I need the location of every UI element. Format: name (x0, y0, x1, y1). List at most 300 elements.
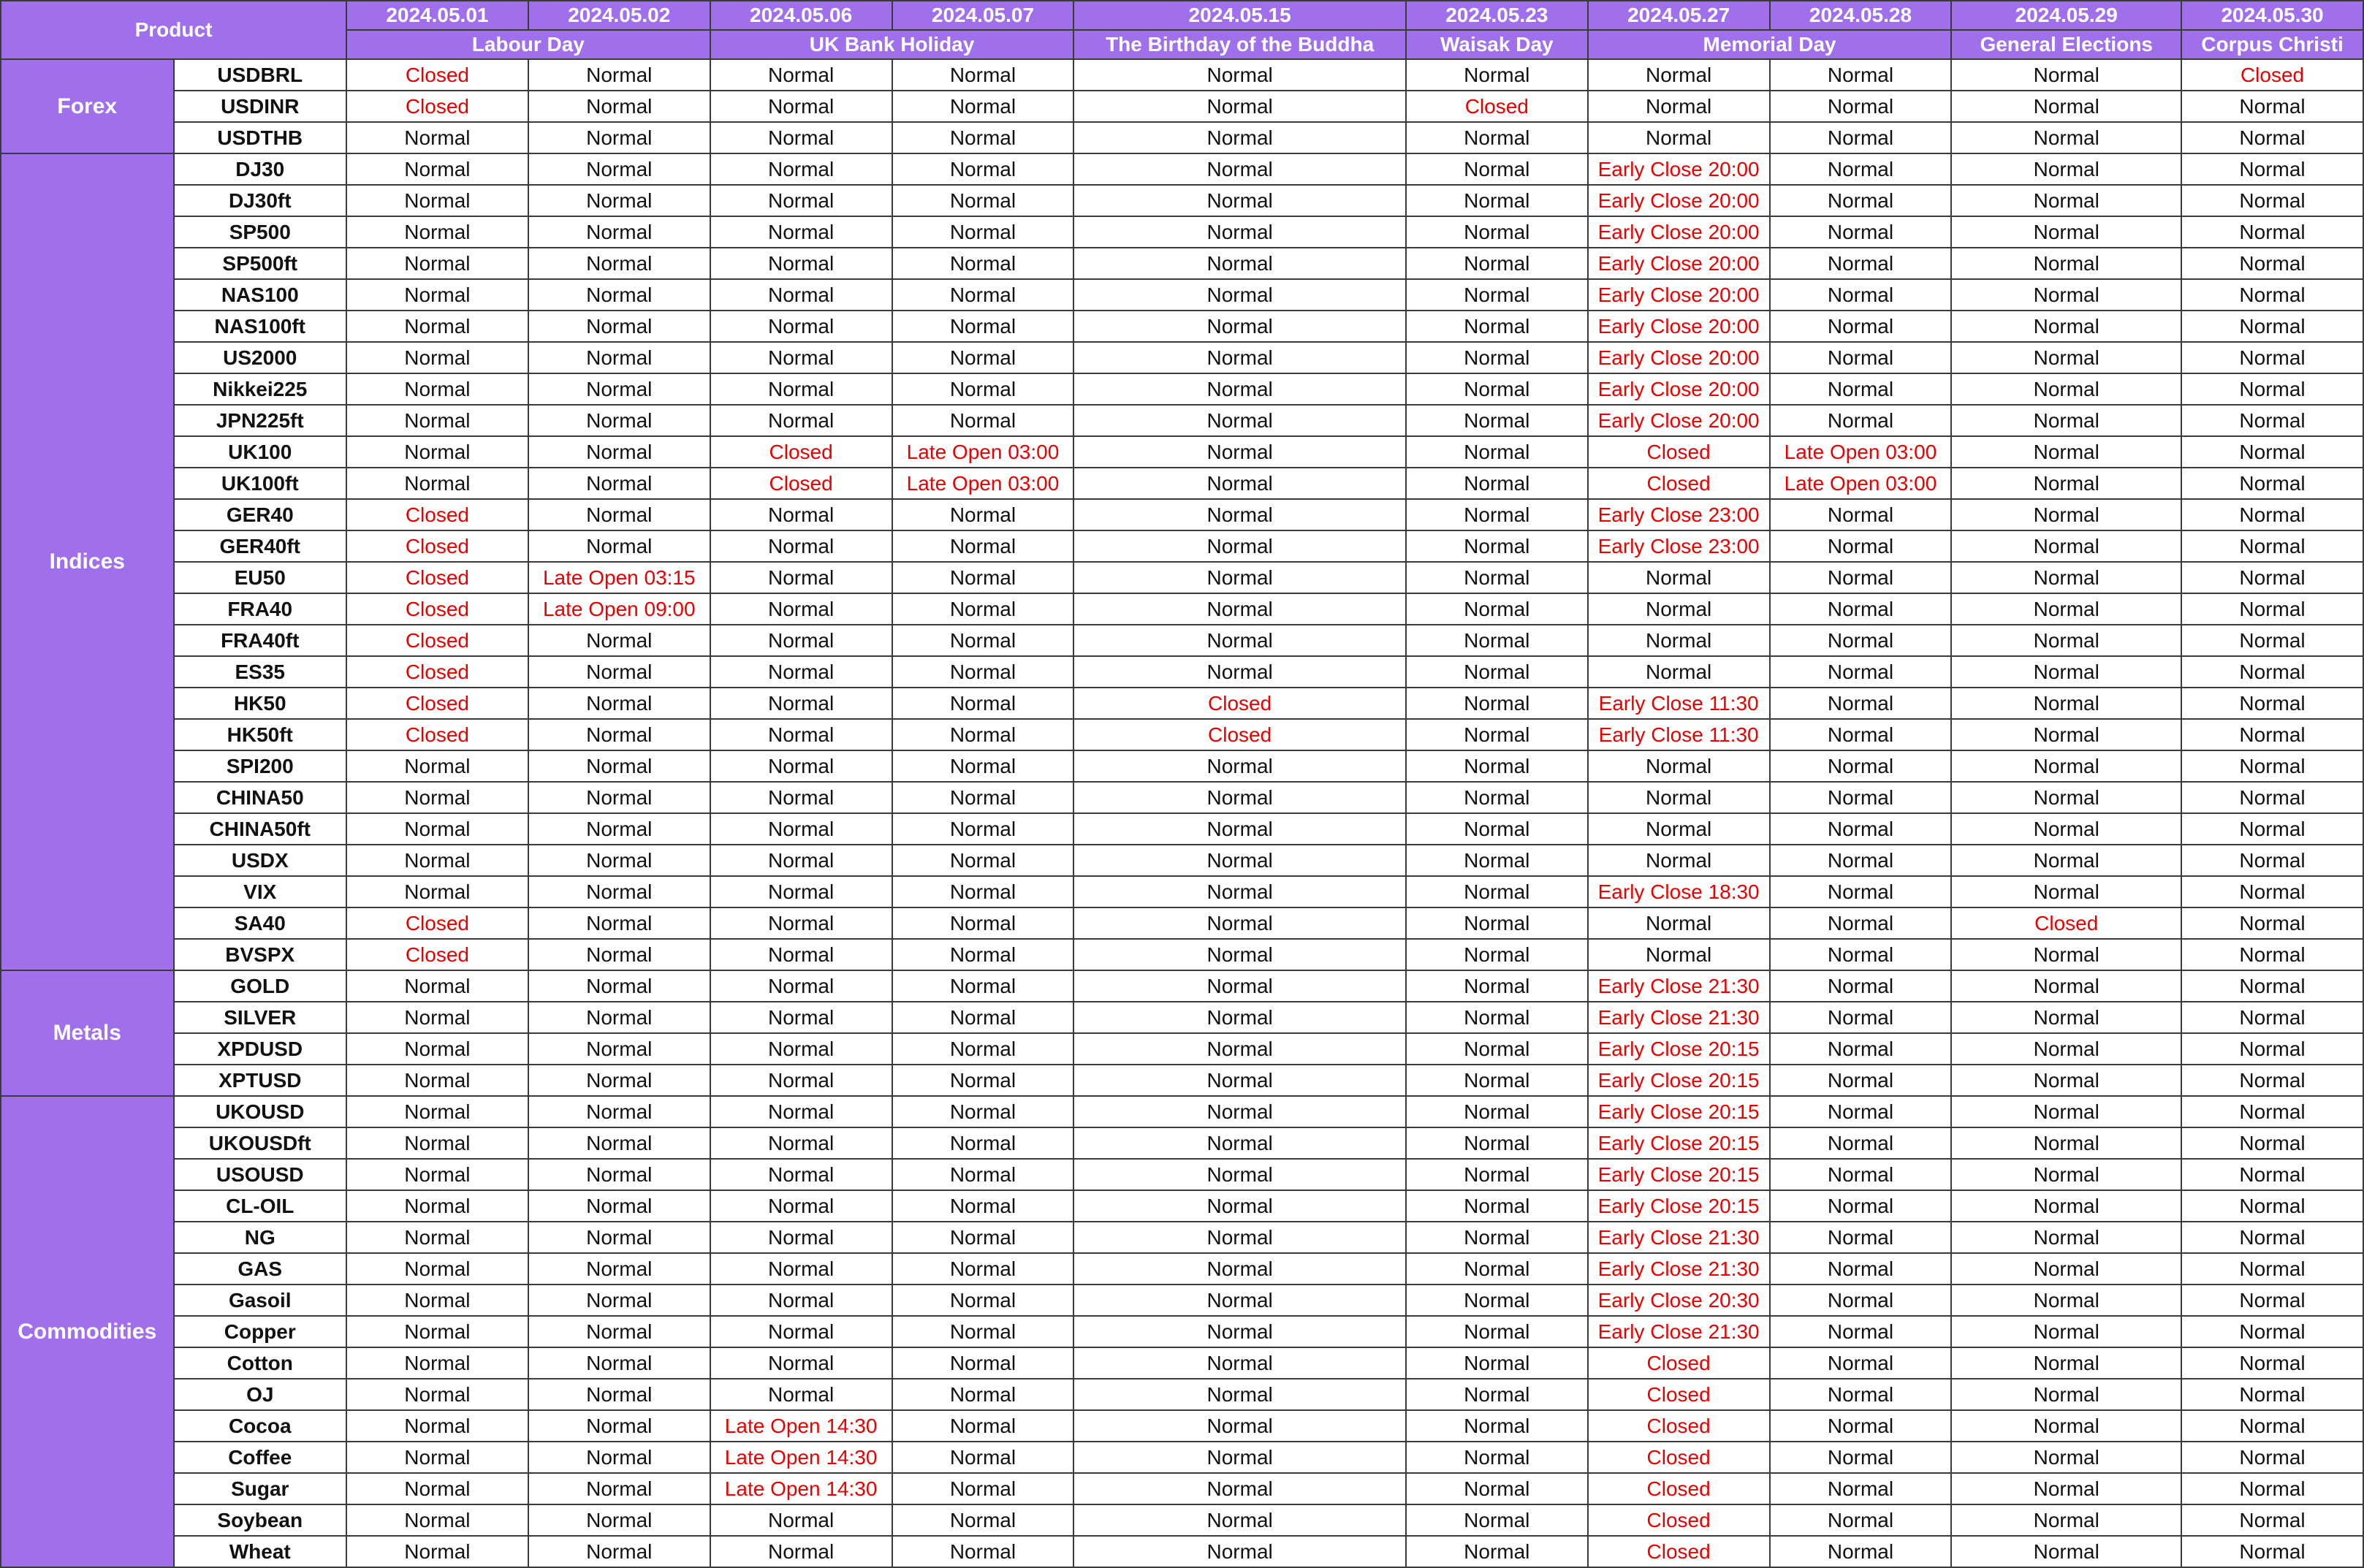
status-cell: Normal (1073, 1159, 1406, 1190)
status-cell: Normal (710, 876, 892, 907)
status-cell: Closed (346, 499, 528, 530)
product-cell: HK50ft (174, 719, 347, 750)
status-cell: Normal (528, 845, 710, 876)
table-row (1, 1285, 2363, 1316)
status-cell: Closed (2181, 59, 2363, 91)
status-cell: Normal (1588, 782, 1770, 813)
status-cell: Normal (892, 1504, 1074, 1536)
status-cell: Normal (1073, 1033, 1406, 1065)
status-cell: Normal (528, 1285, 710, 1316)
status-cell: Normal (528, 185, 710, 216)
status-cell: Normal (1770, 1536, 1952, 1567)
status-cell: Normal (892, 688, 1074, 719)
table-row (1, 1442, 2363, 1473)
table-body (1, 59, 2363, 1567)
status-cell: Normal (1406, 1410, 1588, 1442)
category-cell: Forex (1, 59, 174, 153)
status-cell: Normal (892, 91, 1074, 122)
status-cell: Normal (1951, 1033, 2181, 1065)
header-row-holidays (1, 30, 2363, 59)
table-row (1, 1504, 2363, 1536)
product-cell: EU50 (174, 562, 347, 593)
status-cell: Normal (1951, 1159, 2181, 1190)
date-header: 2024.05.07 (892, 1, 1074, 30)
status-cell: Normal (346, 279, 528, 311)
status-cell: Normal (528, 939, 710, 970)
status-cell: Normal (1770, 311, 1952, 342)
status-cell: Normal (1073, 1096, 1406, 1127)
status-cell: Normal (1073, 499, 1406, 530)
table-row (1, 185, 2363, 216)
status-cell: Early Close 18:30 (1588, 876, 1770, 907)
status-cell: Normal (346, 876, 528, 907)
date-header: 2024.05.06 (710, 1, 892, 30)
status-cell: Closed (346, 719, 528, 750)
status-cell: Normal (1406, 939, 1588, 970)
status-cell: Closed (710, 436, 892, 468)
status-cell: Normal (1770, 719, 1952, 750)
status-cell: Normal (2181, 1222, 2363, 1253)
table-row (1, 122, 2363, 153)
status-cell: Normal (2181, 468, 2363, 499)
status-cell: Normal (346, 845, 528, 876)
status-cell: Normal (1951, 939, 2181, 970)
status-cell: Early Close 20:00 (1588, 216, 1770, 248)
status-cell: Normal (1406, 1002, 1588, 1033)
status-cell: Normal (1073, 1190, 1406, 1222)
status-cell: Normal (1951, 813, 2181, 845)
table-row (1, 1065, 2363, 1096)
status-cell: Normal (1406, 122, 1588, 153)
status-cell: Normal (710, 1096, 892, 1127)
status-cell: Early Close 20:00 (1588, 373, 1770, 405)
status-cell: Normal (2181, 1316, 2363, 1347)
status-cell: Normal (1770, 1096, 1952, 1127)
status-cell: Normal (528, 342, 710, 373)
status-cell: Normal (1073, 1442, 1406, 1473)
status-cell: Normal (1770, 1002, 1952, 1033)
status-cell: Normal (1406, 216, 1588, 248)
status-cell: Normal (528, 1002, 710, 1033)
status-cell: Normal (1770, 1222, 1952, 1253)
table-row (1, 1096, 2363, 1127)
status-cell: Normal (1770, 1379, 1952, 1410)
status-cell: Normal (2181, 1347, 2363, 1379)
status-cell: Normal (1770, 1190, 1952, 1222)
status-cell: Normal (710, 1253, 892, 1285)
product-cell: HK50 (174, 688, 347, 719)
status-cell: Early Close 20:15 (1588, 1127, 1770, 1159)
status-cell: Normal (1406, 311, 1588, 342)
status-cell: Normal (1406, 468, 1588, 499)
status-cell: Normal (1951, 1127, 2181, 1159)
status-cell: Normal (1951, 656, 2181, 688)
status-cell: Normal (1073, 342, 1406, 373)
status-cell: Normal (528, 750, 710, 782)
status-cell: Normal (1406, 373, 1588, 405)
status-cell: Early Close 11:30 (1588, 688, 1770, 719)
status-cell: Normal (892, 1442, 1074, 1473)
status-cell: Normal (2181, 1442, 2363, 1473)
status-cell: Normal (710, 907, 892, 939)
status-cell: Normal (346, 216, 528, 248)
status-cell: Normal (1406, 530, 1588, 562)
status-cell: Normal (1406, 405, 1588, 436)
status-cell: Normal (346, 1536, 528, 1567)
product-cell: Gasoil (174, 1285, 347, 1316)
status-cell: Normal (1951, 1065, 2181, 1096)
status-cell: Normal (1770, 216, 1952, 248)
product-cell: OJ (174, 1379, 347, 1410)
status-cell: Normal (1770, 279, 1952, 311)
status-cell: Closed (346, 907, 528, 939)
status-cell: Normal (892, 562, 1074, 593)
status-cell: Normal (1406, 845, 1588, 876)
status-cell: Closed (1588, 1504, 1770, 1536)
status-cell: Normal (1406, 248, 1588, 279)
table-row (1, 1536, 2363, 1567)
status-cell: Normal (346, 1159, 528, 1190)
status-cell: Normal (1406, 1222, 1588, 1253)
status-cell: Normal (1951, 1347, 2181, 1379)
product-cell: GOLD (174, 970, 347, 1002)
status-cell: Normal (2181, 1159, 2363, 1190)
table-row (1, 342, 2363, 373)
status-cell: Normal (1406, 1033, 1588, 1065)
status-cell: Normal (2181, 1285, 2363, 1316)
status-cell: Normal (346, 1096, 528, 1127)
status-cell: Closed (346, 656, 528, 688)
status-cell: Normal (1406, 1316, 1588, 1347)
status-cell: Normal (710, 1159, 892, 1190)
status-cell: Normal (1406, 1347, 1588, 1379)
status-cell: Normal (710, 1065, 892, 1096)
status-cell: Normal (1588, 813, 1770, 845)
status-cell: Normal (1588, 625, 1770, 656)
status-cell: Normal (346, 1504, 528, 1536)
status-cell: Normal (1588, 845, 1770, 876)
table-row (1, 153, 2363, 185)
status-cell: Normal (528, 499, 710, 530)
status-cell: Normal (2181, 876, 2363, 907)
status-cell: Late Open 14:30 (710, 1473, 892, 1504)
product-cell: ES35 (174, 656, 347, 688)
table-row (1, 1002, 2363, 1033)
table-row (1, 1379, 2363, 1410)
status-cell: Normal (2181, 1065, 2363, 1096)
status-cell: Normal (1770, 1033, 1952, 1065)
status-cell: Normal (1770, 1159, 1952, 1190)
table-row (1, 1033, 2363, 1065)
status-cell: Closed (1588, 1379, 1770, 1410)
status-cell: Closed (1406, 91, 1588, 122)
status-cell: Normal (1588, 939, 1770, 970)
status-cell: Normal (528, 688, 710, 719)
status-cell: Normal (710, 1222, 892, 1253)
status-cell: Normal (1951, 216, 2181, 248)
status-cell: Normal (1951, 876, 2181, 907)
status-cell: Normal (528, 1190, 710, 1222)
product-cell: Copper (174, 1316, 347, 1347)
status-cell: Normal (528, 373, 710, 405)
status-cell: Closed (1951, 907, 2181, 939)
status-cell: Normal (2181, 907, 2363, 939)
holiday-header: Corpus Christi (2181, 30, 2363, 59)
status-cell: Late Open 03:15 (528, 562, 710, 593)
status-cell: Normal (528, 1504, 710, 1536)
status-cell: Normal (2181, 1504, 2363, 1536)
holiday-header: UK Bank Holiday (710, 30, 1074, 59)
status-cell: Normal (1073, 1316, 1406, 1347)
status-cell: Normal (1406, 436, 1588, 468)
status-cell: Normal (2181, 1473, 2363, 1504)
status-cell: Normal (892, 1536, 1074, 1567)
holiday-header: Memorial Day (1588, 30, 1952, 59)
status-cell: Normal (710, 122, 892, 153)
status-cell: Normal (1073, 1536, 1406, 1567)
status-cell: Early Close 20:00 (1588, 311, 1770, 342)
status-cell: Normal (346, 468, 528, 499)
table-row (1, 530, 2363, 562)
status-cell: Early Close 20:00 (1588, 185, 1770, 216)
status-cell: Normal (892, 750, 1074, 782)
status-cell: Normal (1951, 1504, 2181, 1536)
status-cell: Normal (1073, 562, 1406, 593)
status-cell: Normal (1073, 845, 1406, 876)
status-cell: Normal (1951, 1190, 2181, 1222)
status-cell: Early Close 20:15 (1588, 1096, 1770, 1127)
status-cell: Normal (528, 1222, 710, 1253)
status-cell: Normal (1770, 1473, 1952, 1504)
status-cell: Normal (1770, 939, 1952, 970)
status-cell: Normal (710, 1504, 892, 1536)
status-cell: Normal (1770, 1410, 1952, 1442)
status-cell: Normal (2181, 562, 2363, 593)
status-cell: Normal (1073, 593, 1406, 625)
category-cell: Indices (1, 153, 174, 970)
status-cell: Normal (710, 688, 892, 719)
status-cell: Normal (892, 782, 1074, 813)
product-cell: UKOUSDft (174, 1127, 347, 1159)
status-cell: Normal (892, 1033, 1074, 1065)
status-cell: Normal (710, 1316, 892, 1347)
table-row (1, 1347, 2363, 1379)
product-cell: Nikkei225 (174, 373, 347, 405)
status-cell: Normal (2181, 279, 2363, 311)
status-cell: Early Close 20:00 (1588, 342, 1770, 373)
product-cell: VIX (174, 876, 347, 907)
date-header: 2024.05.29 (1951, 1, 2181, 30)
status-cell: Normal (1406, 1253, 1588, 1285)
status-cell: Normal (528, 530, 710, 562)
status-cell: Closed (1588, 1410, 1770, 1442)
status-cell: Normal (1406, 1504, 1588, 1536)
table-row (1, 625, 2363, 656)
date-header: 2024.05.02 (528, 1, 710, 30)
status-cell: Early Close 21:30 (1588, 1002, 1770, 1033)
status-cell: Normal (892, 1222, 1074, 1253)
status-cell: Normal (892, 970, 1074, 1002)
table-row (1, 593, 2363, 625)
status-cell: Normal (1951, 1222, 2181, 1253)
status-cell: Normal (528, 1536, 710, 1567)
status-cell: Normal (528, 813, 710, 845)
product-cell: DJ30 (174, 153, 347, 185)
status-cell: Normal (1951, 499, 2181, 530)
status-cell: Normal (1588, 59, 1770, 91)
status-cell: Normal (710, 59, 892, 91)
status-cell: Normal (1073, 122, 1406, 153)
status-cell: Normal (346, 248, 528, 279)
product-cell: USDX (174, 845, 347, 876)
table-row (1, 59, 2363, 91)
status-cell: Normal (892, 719, 1074, 750)
status-cell: Normal (1406, 1473, 1588, 1504)
status-cell: Normal (710, 719, 892, 750)
status-cell: Normal (1951, 1410, 2181, 1442)
status-cell: Normal (528, 91, 710, 122)
status-cell: Normal (1406, 719, 1588, 750)
status-cell: Normal (346, 405, 528, 436)
status-cell: Normal (1770, 750, 1952, 782)
status-cell: Normal (1073, 436, 1406, 468)
status-cell: Normal (892, 593, 1074, 625)
status-cell: Normal (1951, 562, 2181, 593)
status-cell: Normal (892, 1473, 1074, 1504)
status-cell: Normal (1951, 530, 2181, 562)
status-cell: Late Open 03:00 (1770, 436, 1952, 468)
status-cell: Normal (1406, 688, 1588, 719)
status-cell: Normal (2181, 1190, 2363, 1222)
status-cell: Normal (892, 1002, 1074, 1033)
status-cell: Normal (892, 625, 1074, 656)
status-cell: Normal (710, 1002, 892, 1033)
status-cell: Normal (892, 845, 1074, 876)
status-cell: Normal (892, 1065, 1074, 1096)
product-cell: Coffee (174, 1442, 347, 1473)
status-cell: Normal (1073, 405, 1406, 436)
status-cell: Normal (1951, 248, 2181, 279)
status-cell: Normal (892, 1316, 1074, 1347)
status-cell: Normal (528, 782, 710, 813)
status-cell: Normal (528, 970, 710, 1002)
status-cell: Normal (528, 1096, 710, 1127)
status-cell: Normal (528, 468, 710, 499)
status-cell: Normal (346, 1002, 528, 1033)
date-header: 2024.05.23 (1406, 1, 1588, 30)
status-cell: Normal (710, 91, 892, 122)
status-cell: Normal (346, 153, 528, 185)
status-cell: Normal (1073, 750, 1406, 782)
status-cell: Normal (1951, 845, 2181, 876)
status-cell: Normal (1770, 1127, 1952, 1159)
status-cell: Normal (1951, 185, 2181, 216)
status-cell: Early Close 23:00 (1588, 499, 1770, 530)
status-cell: Normal (1073, 530, 1406, 562)
status-cell: Normal (1588, 750, 1770, 782)
table-row (1, 939, 2363, 970)
status-cell: Normal (2181, 750, 2363, 782)
table-row (1, 845, 2363, 876)
status-cell: Normal (1770, 59, 1952, 91)
status-cell: Normal (1951, 970, 2181, 1002)
status-cell: Normal (892, 530, 1074, 562)
status-cell: Normal (1951, 1096, 2181, 1127)
holiday-header: Waisak Day (1406, 30, 1588, 59)
status-cell: Normal (346, 1347, 528, 1379)
status-cell: Closed (1588, 468, 1770, 499)
status-cell: Normal (892, 1285, 1074, 1316)
status-cell: Normal (1073, 311, 1406, 342)
status-cell: Normal (1406, 1096, 1588, 1127)
status-cell: Normal (710, 342, 892, 373)
table-row (1, 1190, 2363, 1222)
status-cell: Normal (2181, 530, 2363, 562)
status-cell: Normal (1073, 91, 1406, 122)
status-cell: Normal (528, 625, 710, 656)
status-cell: Normal (1073, 625, 1406, 656)
status-cell: Closed (346, 593, 528, 625)
status-cell: Normal (1073, 907, 1406, 939)
status-cell: Normal (346, 1253, 528, 1285)
status-cell: Normal (1770, 907, 1952, 939)
status-cell: Normal (892, 1410, 1074, 1442)
status-cell: Normal (2181, 122, 2363, 153)
status-cell: Normal (346, 342, 528, 373)
status-cell: Normal (710, 939, 892, 970)
status-cell: Normal (1770, 153, 1952, 185)
product-cell: GER40 (174, 499, 347, 530)
status-cell: Normal (1406, 1065, 1588, 1096)
status-cell: Closed (346, 91, 528, 122)
status-cell: Normal (710, 530, 892, 562)
status-cell: Normal (1406, 562, 1588, 593)
status-cell: Normal (1073, 1379, 1406, 1410)
holiday-header: General Elections (1951, 30, 2181, 59)
status-cell: Normal (1951, 1285, 2181, 1316)
status-cell: Early Close 21:30 (1588, 1253, 1770, 1285)
status-cell: Normal (1770, 1504, 1952, 1536)
table-row (1, 1222, 2363, 1253)
product-cell: UKOUSD (174, 1096, 347, 1127)
status-cell: Normal (892, 185, 1074, 216)
status-cell: Normal (1406, 59, 1588, 91)
status-cell: Normal (1406, 970, 1588, 1002)
status-cell: Normal (1406, 1536, 1588, 1567)
status-cell: Normal (1951, 625, 2181, 656)
table-row (1, 373, 2363, 405)
status-cell: Closed (1588, 1536, 1770, 1567)
status-cell: Normal (1588, 907, 1770, 939)
status-cell: Normal (1770, 813, 1952, 845)
product-cell: Soybean (174, 1504, 347, 1536)
status-cell: Normal (1588, 122, 1770, 153)
product-cell: UK100 (174, 436, 347, 468)
status-cell: Normal (2181, 436, 2363, 468)
product-cell: NAS100 (174, 279, 347, 311)
status-cell: Normal (1073, 153, 1406, 185)
status-cell: Normal (1073, 970, 1406, 1002)
status-cell: Normal (346, 1316, 528, 1347)
status-cell: Normal (1770, 373, 1952, 405)
status-cell: Normal (346, 436, 528, 468)
status-cell: Normal (2181, 216, 2363, 248)
status-cell: Normal (1770, 845, 1952, 876)
product-cell: SP500 (174, 216, 347, 248)
status-cell: Normal (1770, 625, 1952, 656)
status-cell: Normal (1770, 782, 1952, 813)
product-cell: NAS100ft (174, 311, 347, 342)
